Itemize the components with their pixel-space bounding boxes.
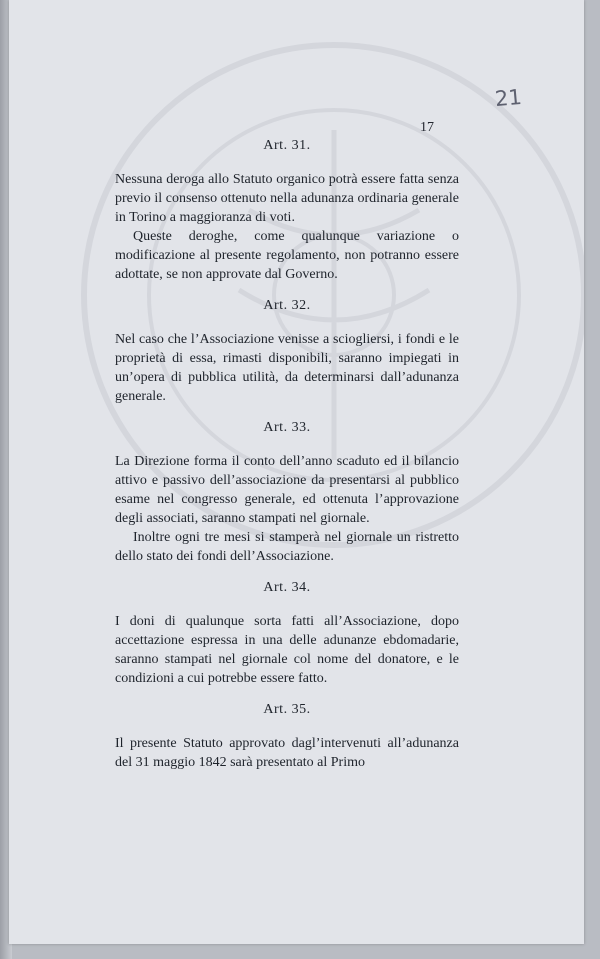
article-paragraph: Nessuna deroga allo Statuto organico potrà essere fatta senza previo il consenso ottenuto nella adunanza ordinaria generale in Torino a maggioranza di voti. <box>115 172 459 225</box>
article-32 <box>115 296 459 406</box>
article-title: Art. 33. <box>263 420 311 435</box>
article-34 <box>115 578 459 688</box>
document-body <box>115 136 459 784</box>
article-31 <box>115 136 459 284</box>
article-title: Art. 31. <box>263 138 311 153</box>
document-page <box>9 0 584 944</box>
article-35 <box>115 700 459 772</box>
article-title: Art. 32. <box>263 298 311 313</box>
article-title: Art. 34. <box>263 580 311 595</box>
page-number: 17 <box>420 120 434 135</box>
article-title: Art. 35. <box>263 702 311 717</box>
article-paragraph: Inoltre ogni tre mesi si stamperà nel giornale un ristretto dello stato dei fondi dell’Associazione. <box>115 530 459 564</box>
article-paragraph: Il presente Statuto approvato dagl’intervenuti all’adunanza del 31 maggio 1842 sarà presentato al Primo <box>115 736 459 770</box>
article-paragraph: La Direzione forma il conto dell’anno scaduto ed il bilancio attivo e passivo dell’associazione da presentarsi al pubblico esame nel congresso generale, ed ottenuta l’approvazione degli associati, saranno stampati nel giornale. <box>115 454 459 526</box>
article-33 <box>115 418 459 566</box>
article-paragraph: I doni di qualunque sorta fatti all’Associazione, dopo accettazione espressa in una delle adunanze ebdomadarie, saranno stampati nel giornale col nome del donatore, e le condizioni a cui potrebbe essere fatto. <box>115 614 459 686</box>
article-paragraph: Nel caso che l’Associazione venisse a sciogliersi, i fondi e le proprietà di essa, rimasti disponibili, saranno impiegati in un’opera di pubblica utilità, da determinarsi dall’adunanza generale. <box>115 332 459 404</box>
handwritten-folio-number: 21 <box>494 84 523 112</box>
article-paragraph: Queste deroghe, come qualunque variazione o modificazione al presente regolamento, non potranno essere adottate, se non approvate dal Governo. <box>115 229 459 282</box>
